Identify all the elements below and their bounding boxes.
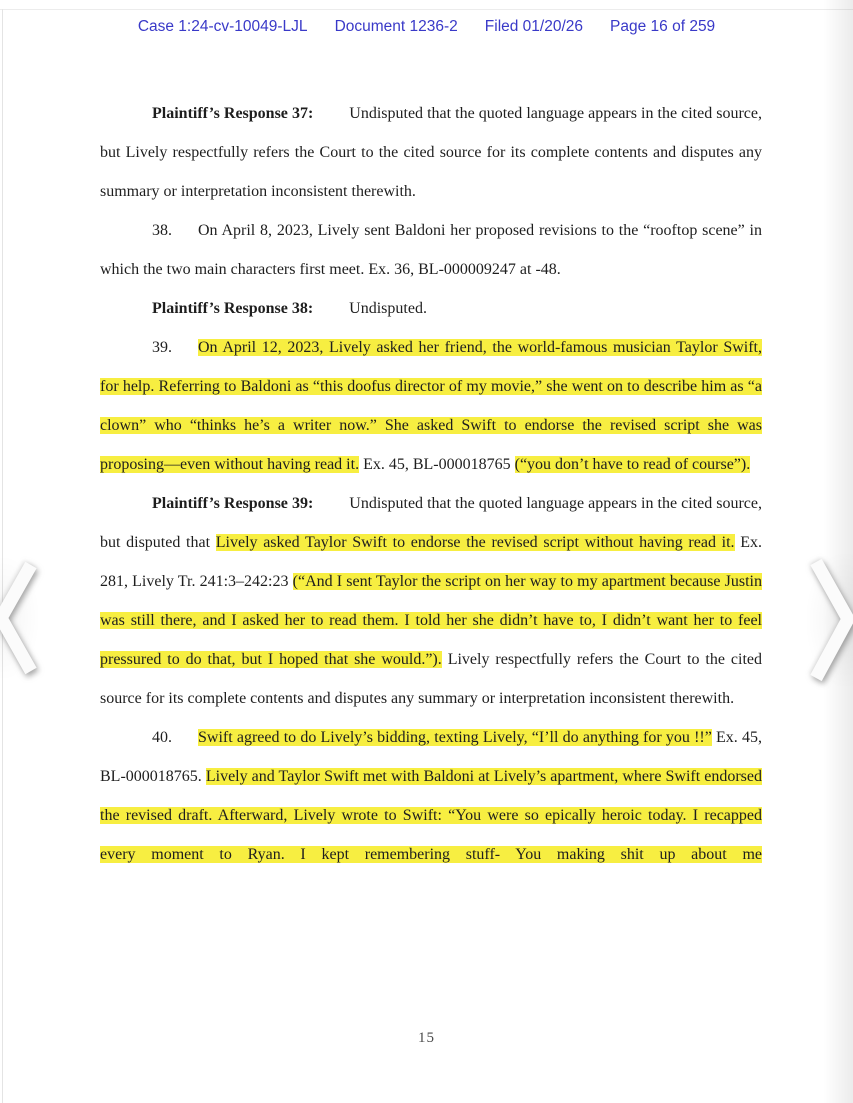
page-left-edge (2, 9, 3, 1103)
paragraph-response-37 (100, 94, 762, 211)
paragraph-statement-39 (100, 328, 762, 484)
paragraph-response-38 (100, 289, 762, 328)
chevron-left-icon (0, 558, 38, 678)
page-top-edge (0, 9, 853, 10)
body-text: Undisputed. (349, 300, 427, 317)
document-number: Document 1236-2 (334, 18, 458, 35)
paragraph-statement-40 (100, 718, 762, 874)
court-stamp-header (0, 18, 853, 36)
response-label: Plaintiff’s Response 37: (152, 105, 314, 122)
paragraph-statement-38 (100, 211, 762, 289)
highlighted-text: Lively asked Taylor Swift to endorse the revised script without having read it. (215, 534, 735, 551)
body-text: Ex. 281, Lively Tr. 241:3–242:23 (100, 534, 763, 590)
body-text: On April 8, 2023, Lively sent Baldoni her proposed revisions to the “rooftop scene” in which the two main characters first meet. Ex. 36, BL-000009247 at -48. (100, 222, 762, 278)
page-number: 15 (418, 1030, 435, 1046)
highlighted-text: Swift agreed to do Lively’s bidding, texting Lively, “I’ll do anything for you !!” (198, 729, 712, 746)
next-page-button[interactable] (807, 554, 853, 686)
body-text: 40. (152, 729, 172, 746)
body-text: Ex. 45, BL-000018765. (100, 729, 763, 785)
response-label: Plaintiff’s Response 39: (152, 495, 314, 512)
body-text: Lively respectfully refers the Court to the cited source for its complete contents and disputes any summary or interpretation inconsistent therewith. (100, 651, 763, 707)
highlighted-text: Lively and Taylor Swift met with Baldoni at Lively’s apartment, where Swift endorsed the revised draft. Afterward, Lively wrote to Swift: “You were so epically heroic today. I recapped every moment to Ryan. I kept remembering stuff- You making shit up about me (100, 768, 762, 863)
page-indicator: Page 16 of 259 (610, 18, 716, 35)
highlighted-text: (“And I sent Taylor the script on her way to my apartment because Justin was still there, and I asked her to read them. I told her she didn’t have to, I didn’t want her to feel pressured to do that, but I hoped that she would.”). (100, 573, 763, 668)
case-number: Case 1:24-cv-10049-LJL (137, 18, 308, 35)
right-edge-shading (823, 0, 853, 1103)
prev-page-button[interactable] (0, 558, 38, 678)
body-text: 38. (152, 222, 172, 239)
body-text: Undisputed that the quoted language appears in the cited source, but disputed that (100, 495, 762, 551)
filed-date: Filed 01/20/26 (484, 18, 584, 35)
document-page (100, 94, 762, 874)
body-text: 39. (152, 339, 172, 356)
body-text: Undisputed that the quoted language appears in the cited source, but Lively respectfully refers the Court to the cited source for its complete contents and disputes any summary or interpretation inconsistent therewith. (100, 105, 762, 200)
highlighted-text: On April 12, 2023, Lively asked her friend, the world-famous musician Taylor Swift, for help. Referring to Baldoni as “this doofus director of my movie,” she went on to describe him as “a clown” who “thinks he’s a writer now.” She asked Swift to endorse the revised script she was proposing—even without having read it. (100, 339, 762, 473)
paragraph-response-39 (100, 484, 762, 718)
response-label: Plaintiff’s Response 38: (152, 300, 314, 317)
body-text: Ex. 45, BL-000018765 (359, 456, 515, 473)
highlighted-text: (“you don’t have to read of course”). (514, 456, 751, 473)
chevron-right-icon (807, 554, 853, 686)
